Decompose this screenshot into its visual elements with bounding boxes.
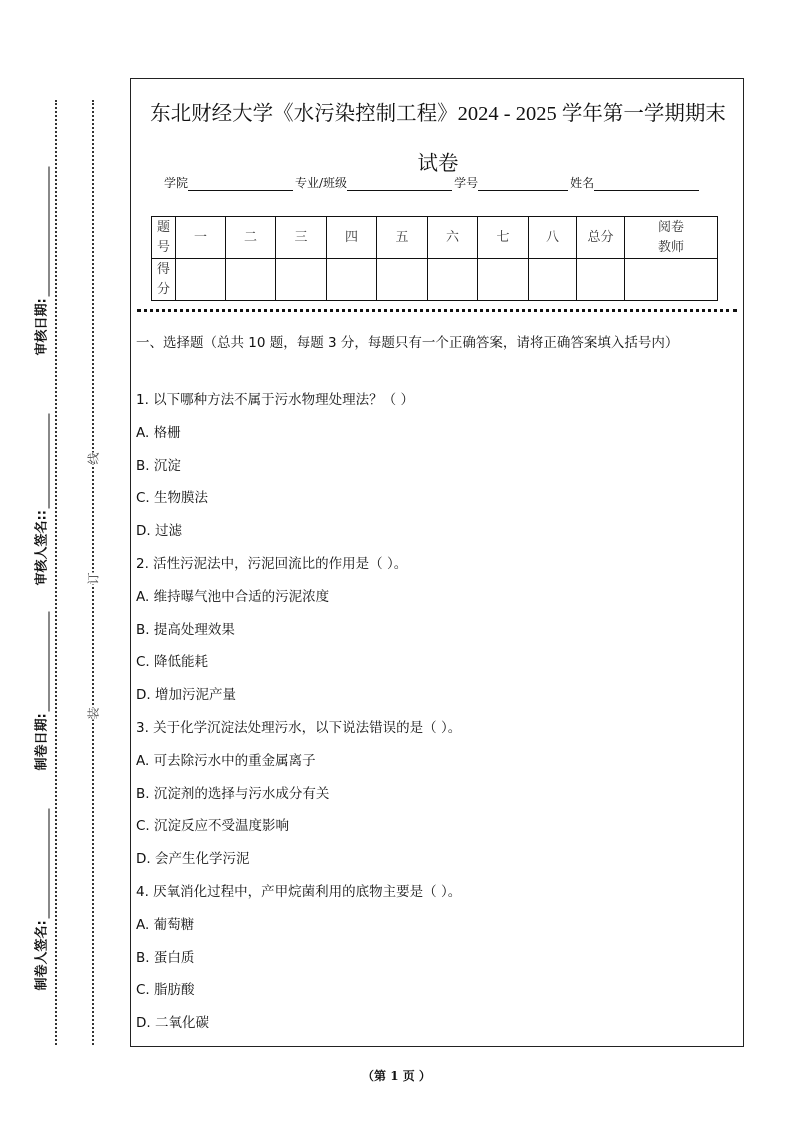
score-cell[interactable] bbox=[478, 259, 529, 301]
option-item: B. 沉淀 bbox=[136, 457, 181, 474]
option-item: C. 生物膜法 bbox=[136, 490, 209, 507]
header-cell: 一 bbox=[176, 217, 226, 259]
review-date-label: 审核日期: bbox=[34, 298, 50, 356]
header-cell: 七 bbox=[478, 217, 529, 259]
exam-title: 东北财经大学《水污染控制工程》2024 - 2025 学年第一学期期末 试卷 bbox=[150, 103, 726, 175]
preparer-signature-field bbox=[31, 791, 50, 991]
option-item: C. 沉淀反应不受温度影响 bbox=[136, 818, 290, 835]
option-item: C. 降低能耗 bbox=[136, 654, 209, 671]
score-cell[interactable] bbox=[276, 259, 327, 301]
score-row bbox=[152, 259, 718, 301]
reviewer-signature-label: 审核人签名:: bbox=[34, 510, 50, 586]
header-cell: 总分 bbox=[577, 217, 625, 259]
score-table bbox=[151, 216, 718, 301]
separator bbox=[137, 309, 737, 312]
section-heading: 一、选择题（总共 10 题，每题 3 分，每题只有一个正确答案，请将正确答案填入括号内） bbox=[136, 335, 679, 351]
header-cell: 三 bbox=[276, 217, 327, 259]
binding-mark-ding: 订 bbox=[86, 572, 101, 585]
header-cell: 五 bbox=[377, 217, 428, 259]
option-item: A. 葡萄糖 bbox=[136, 916, 195, 933]
option-item: D. 增加污泥产量 bbox=[136, 687, 236, 704]
score-cell[interactable] bbox=[625, 259, 718, 301]
binding-mark-zhuang: 装 bbox=[86, 707, 101, 720]
preparer-signature-label: 制卷人签名: bbox=[34, 920, 50, 991]
score-header-row bbox=[152, 217, 718, 259]
header-cell: 八 bbox=[529, 217, 577, 259]
student-info bbox=[164, 174, 701, 191]
question-text: 2. 活性污泥法中，污泥回流比的作用是（ ）。 bbox=[136, 556, 408, 572]
score-cell[interactable] bbox=[226, 259, 276, 301]
score-cell[interactable] bbox=[577, 259, 625, 301]
option-item: B. 沉淀剂的选择与污水成分有关 bbox=[136, 785, 330, 802]
student-id-label: 学号 bbox=[454, 176, 479, 190]
score-cell[interactable] bbox=[377, 259, 428, 301]
option-item: B. 蛋白质 bbox=[136, 949, 195, 966]
page-number: （第 1 页 ） bbox=[362, 1069, 431, 1083]
question-text: 4. 厌氧消化过程中，产甲烷菌利用的底物主要是（ ）。 bbox=[136, 884, 462, 900]
header-cell: 阅卷教师 bbox=[625, 217, 718, 259]
score-cell[interactable] bbox=[176, 259, 226, 301]
option-item: A. 可去除污水中的重金属离子 bbox=[136, 752, 316, 769]
review-date-line[interactable] bbox=[48, 166, 50, 296]
option-item: D. 过滤 bbox=[136, 523, 182, 540]
name-label: 姓名 bbox=[570, 176, 595, 190]
option-item: C. 脂肪酸 bbox=[136, 982, 195, 999]
preparer-signature-line[interactable] bbox=[48, 808, 50, 918]
reviewer-signature-line[interactable] bbox=[48, 413, 50, 508]
header-cell: 二 bbox=[226, 217, 276, 259]
header-cell: 六 bbox=[428, 217, 478, 259]
score-cell[interactable] bbox=[428, 259, 478, 301]
college-field[interactable] bbox=[188, 176, 293, 191]
prepare-date-line[interactable] bbox=[48, 611, 50, 711]
binding-line-outer bbox=[55, 100, 57, 1045]
major-field[interactable] bbox=[347, 176, 452, 191]
student-id-field[interactable] bbox=[478, 176, 568, 191]
question-text: 3. 关于化学沉淀法处理污水，以下说法错误的是（ ）。 bbox=[136, 720, 462, 736]
option-item: D. 会产生化学污泥 bbox=[136, 851, 250, 868]
exam-page bbox=[130, 78, 744, 1047]
score-cell[interactable] bbox=[327, 259, 377, 301]
review-date-field bbox=[31, 156, 50, 356]
question-text: 1. 以下哪种方法不属于污水物理处理法？（ ） bbox=[136, 392, 414, 408]
option-item: A. 格栅 bbox=[136, 424, 181, 441]
option-item: B. 提高处理效果 bbox=[136, 621, 235, 638]
row-label: 得分 bbox=[152, 259, 176, 301]
college-label: 学院 bbox=[164, 176, 189, 190]
major-label: 专业/班级 bbox=[295, 176, 348, 190]
reviewer-signature-field bbox=[31, 396, 50, 586]
option-item: D. 二氧化碳 bbox=[136, 1015, 209, 1032]
option-item: A. 维持曝气池中合适的污泥浓度 bbox=[136, 588, 330, 605]
prepare-date-field bbox=[31, 595, 50, 771]
binding-mark-xian: 线 bbox=[86, 452, 101, 465]
header-cell: 题号 bbox=[152, 217, 176, 259]
score-cell[interactable] bbox=[529, 259, 577, 301]
prepare-date-label: 制卷日期: bbox=[34, 713, 50, 771]
header-cell: 四 bbox=[327, 217, 377, 259]
name-field[interactable] bbox=[594, 176, 699, 191]
